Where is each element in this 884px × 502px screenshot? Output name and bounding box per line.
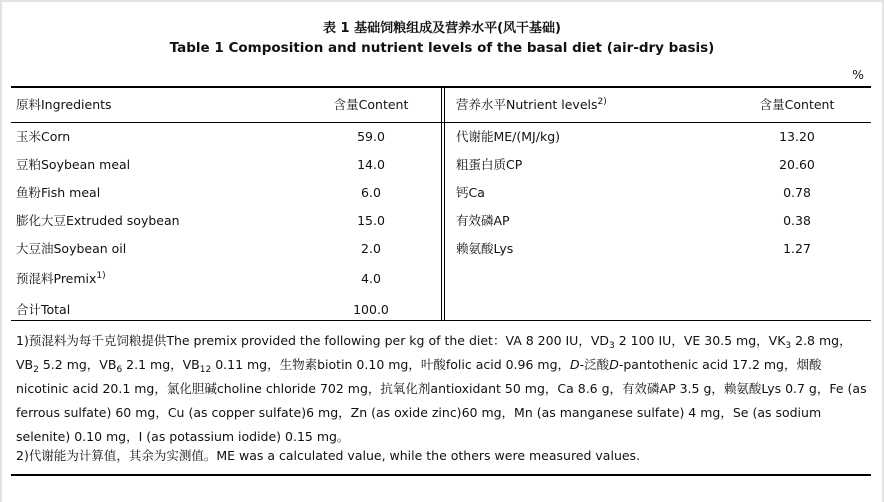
header-content-right: 含量Content — [759, 97, 835, 112]
footnote-mark-2: 2) — [597, 97, 607, 107]
nutrient-value: 20.60 — [779, 157, 815, 172]
table-title-chinese: 表 1 基础饲粮组成及营养水平(风干基础) — [323, 21, 561, 36]
ingredient-value: 4.0 — [361, 271, 381, 286]
ingredient-name: 膨化大豆Extruded soybean — [16, 213, 180, 228]
nutrient-value: 0.78 — [783, 185, 811, 200]
ingredient-name: 豆粕Soybean meal — [16, 157, 131, 172]
footnote-me: 2)代谢能为计算值，其余为实测值。ME was a calculated value, while the others were measured values. — [16, 448, 641, 463]
ingredient-value: 6.0 — [361, 185, 381, 200]
header-content-left: 含量Content — [333, 97, 409, 112]
footnote-premix: 1)预混料为每千克饲粮提供The premix provided the following per kg of the diet：VA 8 200 IU，$VD_3$ 2 100 IU，VE 30.5 mg，$VK_3$ 2.8 mg，$VB_2$ 5.2 mg，$VB_6$ 2.1 mg，$VB_{12}$ 0.11 mg，生物素biotin 0.10 mg，叶酸folic acid 0.96 mg，D-泛酸D-pantothenic acid 17.2 mg，烟酸nicotinic acid 20.1 mg，氯化胆碱choline chloride 702 mg，抗氧化剂antioxidant 50 mg，Ca 8.6 g，有效磷AP 3.5 g，赖氨酸Lys 0.7 g，Fe (as ferrous sulfate) 60 mg，Cu (as copper sulfate)6 mg，Zn (as oxide zinc)60 mg，Mn (as manganese sulfate) 4 mg，Se (as sodium selenite) 0.10 mg，I (as potassium iodide) 0.15 mg。 — [16, 333, 867, 444]
nutrient-name: 有效磷AP — [456, 213, 510, 228]
ingredient-value: 15.0 — [357, 213, 385, 228]
ingredient-value: 14.0 — [357, 157, 385, 172]
nutrient-value: 0.38 — [783, 213, 811, 228]
ingredient-total-value: 100.0 — [353, 302, 389, 317]
table-body-bottom-rule — [11, 320, 871, 321]
ingredient-total-name: 合计Total — [16, 302, 71, 317]
nutrient-name: 代谢能ME/(MJ/kg) — [456, 129, 561, 144]
footnote-mark-1: 1) — [96, 271, 106, 281]
header-nutrient-levels: 营养水平Nutrient levels$^{2)}$ — [456, 97, 607, 112]
table-title-english: Table 1 Composition and nutrient levels of the basal diet (air-dry basis) — [169, 40, 715, 56]
column-divider — [441, 88, 445, 320]
unit-label: % — [852, 67, 864, 82]
nutrient-name: 钙Ca — [456, 185, 485, 200]
nutrient-value: 1.27 — [783, 241, 811, 256]
ingredient-name: 预混料Premix$^{1)}$ — [16, 271, 106, 286]
ingredient-name: 大豆油Soybean oil — [16, 241, 127, 256]
image-frame-top — [0, 0, 884, 2]
ingredient-value: 2.0 — [361, 241, 381, 256]
nutrient-name: 赖氨酸Lys — [456, 241, 514, 256]
image-frame-left — [0, 0, 2, 502]
header-ingredients: 原料Ingredients — [16, 97, 112, 112]
ingredient-value: 59.0 — [357, 129, 385, 144]
table-bottom-rule — [11, 474, 871, 476]
nutrient-value: 13.20 — [779, 129, 815, 144]
nutrient-name: 粗蛋白质CP — [456, 157, 523, 172]
ingredient-name: 玉米Corn — [16, 129, 71, 144]
ingredient-name: 鱼粉Fish meal — [16, 185, 101, 200]
